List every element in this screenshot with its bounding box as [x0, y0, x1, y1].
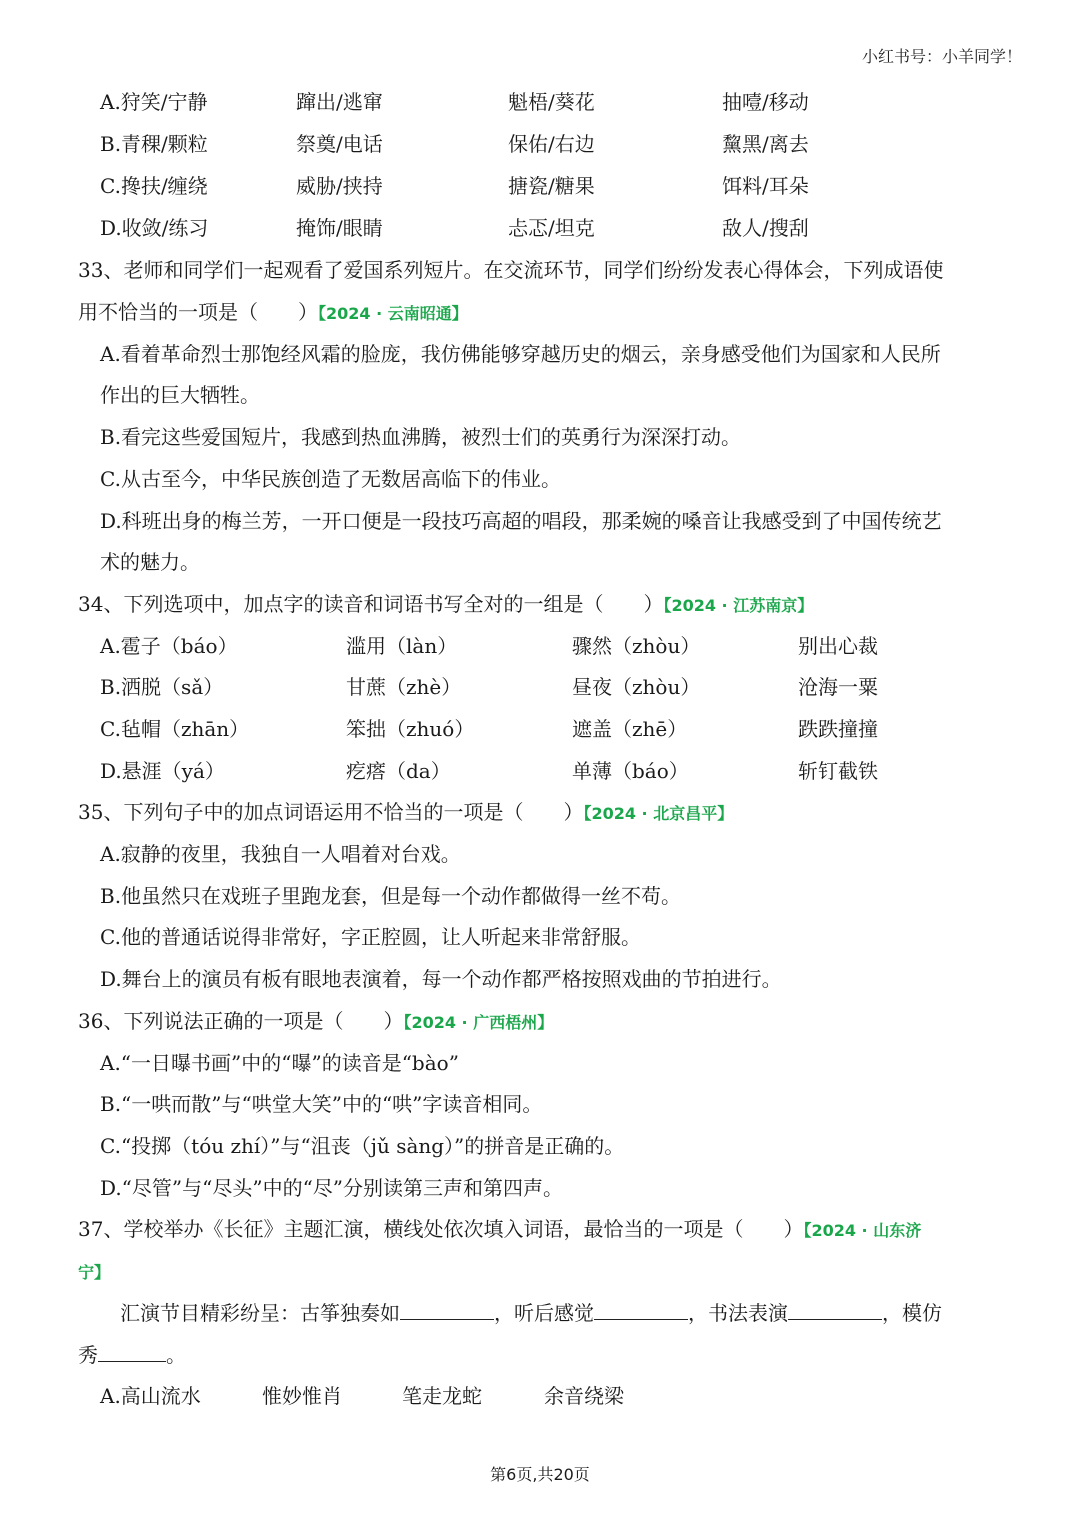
q36-option-c: C.“投掷（tóu zhí）”与“沮丧（jǔ sàng）”的拼音是正确的。	[100, 1134, 625, 1158]
q37-source-tag: 【2024 · 山东济	[803, 1221, 922, 1240]
q33-source-tag: 【2024 · 云南昭通】	[318, 304, 468, 323]
q35-stem-text: 35、下列句子中的加点词语运用不恰当的一项是（ ）	[78, 800, 584, 824]
q34-b-4: 沧海一粟	[798, 675, 878, 699]
q34-c-4: 跌跌撞撞	[798, 717, 878, 741]
q37-passage-part1: 汇演节目精彩纷呈：古筝独奏如	[120, 1301, 400, 1325]
q35-source-tag: 【2024 · 北京昌平】	[583, 804, 734, 823]
q34-stem	[78, 592, 813, 618]
q32-d-4: 敌人/搜刮	[722, 216, 809, 240]
q34-d-2: 疙瘩（da）	[346, 759, 451, 783]
q35-option-b: B.他虽然只在戏班子里跑龙套，但是每一个动作都做得一丝不苟。	[100, 884, 682, 908]
q32-a-1: A.狩笑/宁静	[100, 90, 208, 114]
q32-c-1: C.搀扶/缠绕	[100, 174, 208, 198]
q37-a-3: 笔走龙蛇	[402, 1384, 482, 1408]
q34-source-tag: 【2024 · 江苏南京】	[663, 596, 814, 615]
q34-a-1: A.雹子（báo）	[100, 634, 238, 658]
q34-d-4: 斩钉截铁	[798, 759, 878, 783]
q34-b-2: 甘蔗（zhè）	[346, 675, 462, 699]
q37-passage-line2	[78, 1343, 186, 1367]
q32-a-4: 抽噎/移动	[722, 90, 809, 114]
q34-stem-text: 34、下列选项中，加点字的读音和词语书写全对的一组是（ ）	[78, 592, 664, 616]
q36-source-tag: 【2024 · 广西梧州】	[403, 1013, 554, 1032]
q37-source-tag-cont: 宁】	[78, 1263, 111, 1282]
q33-option-a-line1: A.看着革命烈士那饱经风霜的脸庞，我仿佛能够穿越历史的烟云，亲身感受他们为国家和人民所	[100, 342, 941, 366]
q32-b-4: 黧黑/离去	[722, 132, 809, 156]
q37-passage-end: 。	[166, 1343, 186, 1367]
q33-option-c: C.从古至今，中华民族创造了无数居高临下的伟业。	[100, 467, 561, 491]
q34-c-1: C.毡帽（zhān）	[100, 717, 250, 741]
q32-b-3: 保佑/右边	[508, 132, 595, 156]
q32-c-4: 饵料/耳朵	[722, 174, 809, 198]
q37-passage-line1	[120, 1301, 942, 1325]
q32-c-3: 搪瓷/糖果	[508, 174, 595, 198]
q37-a-1: A.高山流水	[100, 1384, 201, 1408]
q34-b-1: B.洒脱（sǎ）	[100, 675, 224, 699]
q32-d-2: 掩饰/眼睛	[296, 216, 383, 240]
q34-c-2: 笨拙（zhuó）	[346, 717, 475, 741]
q34-c-3: 遮盖（zhē）	[572, 717, 688, 741]
q33-option-a-line2: 作出的巨大牺牲。	[100, 383, 260, 407]
fill-blank-2	[594, 1301, 688, 1320]
q32-c-2: 威胁/挟持	[296, 174, 383, 198]
q35-stem	[78, 800, 733, 826]
watermark: 小红书号：小羊同学！	[861, 47, 1022, 66]
q32-b-2: 祭奠/电话	[296, 132, 383, 156]
q36-stem	[78, 1009, 553, 1035]
q32-a-3: 魁梧/葵花	[508, 90, 595, 114]
q37-passage-part4: ，模仿	[882, 1301, 942, 1325]
q33-stem-text: 用不恰当的一项是（ ）	[78, 300, 318, 324]
q37-a-2: 惟妙惟肖	[262, 1384, 342, 1408]
q34-d-1: D.悬涯（yá）	[100, 759, 225, 783]
q37-a-4: 余音绕梁	[544, 1384, 624, 1408]
q37-stem-text: 37、学校举办《长征》主题汇演，横线处依次填入词语，最恰当的一项是（ ）	[78, 1217, 804, 1241]
q37-passage-part5: 秀	[78, 1343, 98, 1367]
q36-option-d: D.“尽管”与“尽头”中的“尽”分别读第三声和第四声。	[100, 1176, 564, 1200]
q33-option-b: B.看完这些爱国短片，我感到热血沸腾，被烈士们的英勇行为深深打动。	[100, 425, 742, 449]
q37-stem	[78, 1217, 921, 1243]
q33-option-d-line1: D.科班出身的梅兰芳，一开口便是一段技巧高超的唱段，那柔婉的嗓音让我感受到了中国传统艺	[100, 509, 942, 533]
q37-passage-part2: ，听后感觉	[494, 1301, 594, 1325]
q34-a-4: 别出心裁	[798, 634, 878, 658]
q33-option-d-line2: 术的魅力。	[100, 550, 200, 574]
q33-stem-line2	[78, 300, 468, 326]
fill-blank-4	[98, 1343, 166, 1362]
fill-blank-1	[400, 1301, 494, 1320]
q36-option-b: B.“一哄而散”与“哄堂大笑”中的“哄”字读音相同。	[100, 1092, 543, 1116]
q34-a-2: 滥用（làn）	[346, 634, 458, 658]
q34-d-3: 单薄（báo）	[572, 759, 689, 783]
q36-option-a: A.“一日曝书画”中的“曝”的读音是“bào”	[100, 1051, 459, 1075]
q35-option-d: D.舞台上的演员有板有眼地表演着，每一个动作都严格按照戏曲的节拍进行。	[100, 967, 782, 991]
q32-a-2: 蹿出/逃窜	[296, 90, 383, 114]
q34-a-3: 骤然（zhòu）	[572, 634, 701, 658]
q37-passage-part3: ，书法表演	[688, 1301, 788, 1325]
fill-blank-3	[788, 1301, 882, 1320]
q32-d-3: 忐忑/坦克	[508, 216, 595, 240]
q33-stem-line1: 33、老师和同学们一起观看了爱国系列短片。在交流环节，同学们纷纷发表心得体会，下列成语使	[78, 258, 944, 282]
q34-b-3: 昼夜（zhòu）	[572, 675, 701, 699]
q32-d-1: D.收敛/练习	[100, 216, 209, 240]
q35-option-a: A.寂静的夜里，我独自一人唱着对台戏。	[100, 842, 461, 866]
q32-b-1: B.青稞/颗粒	[100, 132, 208, 156]
page-number: 第6页,共20页	[490, 1465, 590, 1484]
q35-option-c: C.他的普通话说得非常好，字正腔圆，让人听起来非常舒服。	[100, 925, 641, 949]
q36-stem-text: 36、下列说法正确的一项是（ ）	[78, 1009, 404, 1033]
